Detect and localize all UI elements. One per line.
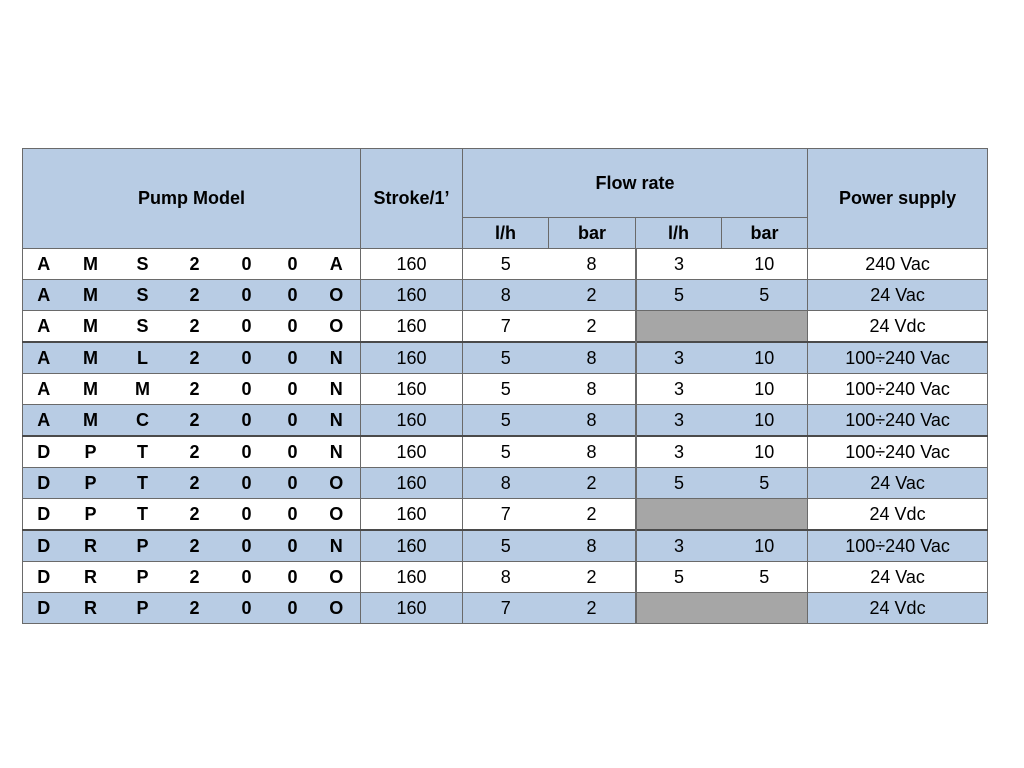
model-code-char: 0 — [221, 468, 273, 499]
flow-bar-cell: 8 — [549, 249, 636, 280]
flow-bar-cell: 2 — [549, 311, 636, 343]
flow-bar-cell: 5 — [722, 562, 808, 593]
model-code-char: 0 — [273, 530, 313, 562]
flow-lh-cell — [636, 499, 722, 531]
model-code-char: P — [65, 436, 117, 468]
flow-bar-cell: 5 — [722, 280, 808, 311]
header-stroke: Stroke/1’ — [361, 149, 463, 249]
header-pump-model: Pump Model — [23, 149, 361, 249]
model-code-char: N — [313, 374, 361, 405]
header-power-supply: Power supply — [808, 149, 988, 249]
flow-lh-cell: 5 — [463, 530, 549, 562]
flow-bar-cell: 8 — [549, 530, 636, 562]
table-row — [23, 499, 988, 531]
flow-lh-cell: 8 — [463, 468, 549, 499]
flow-bar-cell — [722, 499, 808, 531]
model-code-char: 0 — [221, 562, 273, 593]
flow-lh-cell — [636, 311, 722, 343]
model-code-char: 2 — [169, 374, 221, 405]
model-code-char: N — [313, 405, 361, 437]
flow-lh-cell: 3 — [636, 436, 722, 468]
flow-lh-cell: 7 — [463, 593, 549, 624]
model-code-char: P — [117, 530, 169, 562]
power-supply-cell: 100÷240 Vac — [808, 374, 988, 405]
model-code-char: M — [65, 280, 117, 311]
model-code-char: N — [313, 530, 361, 562]
stroke-cell: 160 — [361, 436, 463, 468]
model-code-char: N — [313, 342, 361, 374]
flow-bar-cell: 5 — [722, 468, 808, 499]
table-row — [23, 436, 988, 468]
model-code-char: 0 — [273, 311, 313, 343]
flow-lh-cell: 5 — [636, 468, 722, 499]
model-code-char: 0 — [221, 593, 273, 624]
model-code-char: R — [65, 562, 117, 593]
model-code-char: 0 — [273, 342, 313, 374]
model-code-char: O — [313, 562, 361, 593]
model-code-char: 0 — [221, 280, 273, 311]
power-supply-cell: 100÷240 Vac — [808, 436, 988, 468]
stroke-cell: 160 — [361, 468, 463, 499]
flow-bar-cell: 8 — [549, 436, 636, 468]
flow-lh-cell: 7 — [463, 499, 549, 531]
model-code-char: D — [23, 562, 65, 593]
stroke-cell: 160 — [361, 530, 463, 562]
model-code-char: 0 — [273, 249, 313, 280]
table-row — [23, 405, 988, 437]
flow-lh-cell: 5 — [636, 280, 722, 311]
stroke-cell: 160 — [361, 593, 463, 624]
model-code-char: 2 — [169, 436, 221, 468]
flow-bar-cell: 10 — [722, 374, 808, 405]
model-code-char: A — [23, 405, 65, 437]
model-code-char: S — [117, 311, 169, 343]
model-code-char: 0 — [273, 593, 313, 624]
model-code-char: A — [23, 374, 65, 405]
flow-lh-cell: 3 — [636, 405, 722, 437]
model-code-char: 2 — [169, 311, 221, 343]
model-code-char: D — [23, 436, 65, 468]
model-code-char: 2 — [169, 468, 221, 499]
model-code-char: 0 — [221, 530, 273, 562]
stroke-cell: 160 — [361, 562, 463, 593]
flow-lh-cell — [636, 593, 722, 624]
flow-lh-cell: 8 — [463, 280, 549, 311]
model-code-char: T — [117, 468, 169, 499]
model-code-char: A — [23, 342, 65, 374]
flow-bar-cell: 10 — [722, 436, 808, 468]
table-row — [23, 562, 988, 593]
table-body — [23, 249, 988, 624]
model-code-char: 2 — [169, 530, 221, 562]
model-code-char: T — [117, 436, 169, 468]
flow-lh-cell: 5 — [636, 562, 722, 593]
model-code-char: 0 — [221, 436, 273, 468]
model-code-char: 0 — [221, 249, 273, 280]
model-code-char: 0 — [273, 405, 313, 437]
table-row — [23, 342, 988, 374]
table-row — [23, 530, 988, 562]
pump-spec-table — [22, 148, 988, 624]
model-code-char: 2 — [169, 342, 221, 374]
table-row — [23, 280, 988, 311]
model-code-char: 0 — [273, 280, 313, 311]
flow-lh-cell: 7 — [463, 311, 549, 343]
flow-lh-cell: 3 — [636, 342, 722, 374]
flow-bar-cell: 2 — [549, 562, 636, 593]
stroke-cell: 160 — [361, 280, 463, 311]
model-code-char: 0 — [221, 342, 273, 374]
model-code-char: A — [23, 249, 65, 280]
model-code-char: 0 — [221, 499, 273, 531]
table-row — [23, 593, 988, 624]
flow-lh-cell: 5 — [463, 374, 549, 405]
model-code-char: 0 — [273, 562, 313, 593]
flow-bar-cell: 10 — [722, 249, 808, 280]
flow-bar-cell: 10 — [722, 530, 808, 562]
power-supply-cell: 24 Vdc — [808, 593, 988, 624]
model-code-char: D — [23, 593, 65, 624]
stroke-cell: 160 — [361, 374, 463, 405]
model-code-char: M — [65, 311, 117, 343]
flow-bar-cell: 10 — [722, 405, 808, 437]
header-bar-1: bar — [549, 218, 636, 249]
model-code-char: A — [23, 280, 65, 311]
model-code-char: D — [23, 468, 65, 499]
power-supply-cell: 24 Vdc — [808, 499, 988, 531]
stroke-cell: 160 — [361, 249, 463, 280]
model-code-char: P — [117, 593, 169, 624]
model-code-char: O — [313, 499, 361, 531]
model-code-char: C — [117, 405, 169, 437]
flow-bar-cell: 10 — [722, 342, 808, 374]
model-code-char: R — [65, 593, 117, 624]
flow-lh-cell: 5 — [463, 342, 549, 374]
flow-lh-cell: 5 — [463, 405, 549, 437]
model-code-char: 0 — [273, 436, 313, 468]
model-code-char: 2 — [169, 499, 221, 531]
power-supply-cell: 24 Vdc — [808, 311, 988, 343]
table-row — [23, 374, 988, 405]
table-row — [23, 311, 988, 343]
model-code-char: A — [313, 249, 361, 280]
flow-bar-cell: 8 — [549, 374, 636, 405]
model-code-char: P — [65, 468, 117, 499]
model-code-char: A — [23, 311, 65, 343]
model-code-char: M — [65, 342, 117, 374]
flow-bar-cell: 2 — [549, 468, 636, 499]
flow-bar-cell: 2 — [549, 499, 636, 531]
table-row — [23, 249, 988, 280]
model-code-char: M — [117, 374, 169, 405]
flow-lh-cell: 5 — [463, 436, 549, 468]
flow-bar-cell: 8 — [549, 405, 636, 437]
stroke-cell: 160 — [361, 311, 463, 343]
model-code-char: 0 — [273, 499, 313, 531]
flow-bar-cell: 2 — [549, 280, 636, 311]
flow-bar-cell: 8 — [549, 342, 636, 374]
model-code-char: 2 — [169, 249, 221, 280]
stroke-cell: 160 — [361, 499, 463, 531]
flow-lh-cell: 5 — [463, 249, 549, 280]
flow-bar-cell: 2 — [549, 593, 636, 624]
model-code-char: P — [65, 499, 117, 531]
model-code-char: R — [65, 530, 117, 562]
power-supply-cell: 24 Vac — [808, 562, 988, 593]
model-code-char: 0 — [221, 374, 273, 405]
model-code-char: P — [117, 562, 169, 593]
model-code-char: M — [65, 405, 117, 437]
model-code-char: 0 — [221, 405, 273, 437]
flow-lh-cell: 3 — [636, 374, 722, 405]
header-lh-2: l/h — [636, 218, 722, 249]
flow-bar-cell — [722, 593, 808, 624]
model-code-char: 0 — [273, 374, 313, 405]
power-supply-cell: 24 Vac — [808, 468, 988, 499]
model-code-char: M — [65, 374, 117, 405]
model-code-char: 2 — [169, 562, 221, 593]
flow-lh-cell: 3 — [636, 249, 722, 280]
model-code-char: 2 — [169, 593, 221, 624]
header-flow-rate: Flow rate — [463, 149, 808, 218]
model-code-char: O — [313, 593, 361, 624]
table-row — [23, 468, 988, 499]
power-supply-cell: 24 Vac — [808, 280, 988, 311]
model-code-char: N — [313, 436, 361, 468]
model-code-char: D — [23, 499, 65, 531]
power-supply-cell: 100÷240 Vac — [808, 530, 988, 562]
power-supply-cell: 100÷240 Vac — [808, 405, 988, 437]
model-code-char: O — [313, 280, 361, 311]
power-supply-cell: 100÷240 Vac — [808, 342, 988, 374]
power-supply-cell: 240 Vac — [808, 249, 988, 280]
model-code-char: M — [65, 249, 117, 280]
model-code-char: O — [313, 468, 361, 499]
stroke-cell: 160 — [361, 405, 463, 437]
header-bar-2: bar — [722, 218, 808, 249]
stroke-cell: 160 — [361, 342, 463, 374]
model-code-char: S — [117, 249, 169, 280]
model-code-char: L — [117, 342, 169, 374]
model-code-char: 0 — [221, 311, 273, 343]
model-code-char: 0 — [273, 468, 313, 499]
flow-lh-cell: 8 — [463, 562, 549, 593]
header-lh-1: l/h — [463, 218, 549, 249]
model-code-char: T — [117, 499, 169, 531]
model-code-char: 2 — [169, 280, 221, 311]
model-code-char: O — [313, 311, 361, 343]
model-code-char: S — [117, 280, 169, 311]
flow-bar-cell — [722, 311, 808, 343]
flow-lh-cell: 3 — [636, 530, 722, 562]
model-code-char: 2 — [169, 405, 221, 437]
model-code-char: D — [23, 530, 65, 562]
